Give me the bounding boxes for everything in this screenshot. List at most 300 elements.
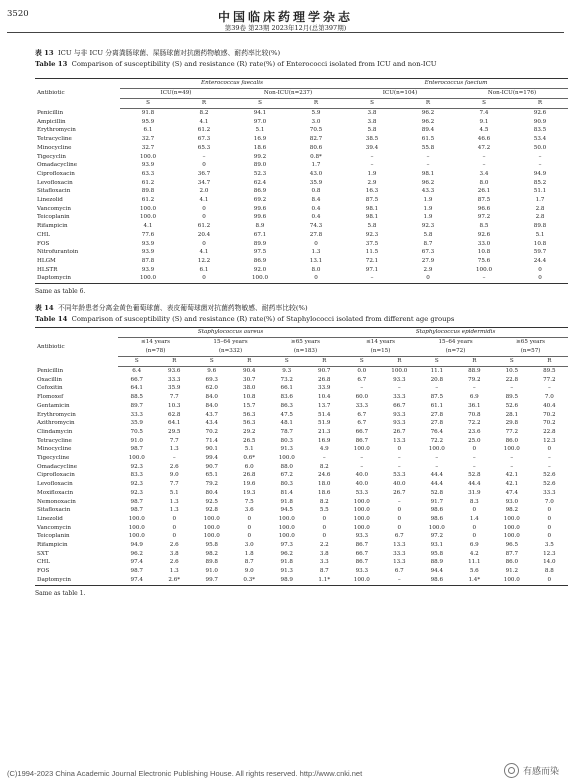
rate-value: 0 — [472, 507, 477, 514]
rate-value: 88.5 — [130, 394, 143, 401]
rate-value: 6.9 — [469, 394, 479, 401]
rate-value: 0 — [538, 266, 542, 273]
rate-value: 61.2 — [141, 179, 155, 186]
rate-value: 19.6 — [243, 481, 256, 488]
rate-value: 87.5 — [477, 197, 491, 204]
rate-value: 89.5 — [543, 368, 556, 374]
table13-sr-header: S — [344, 99, 400, 109]
rate-value: 90.1 — [205, 446, 218, 453]
rate-value: 69.3 — [205, 376, 218, 383]
rate-value: 100.0 — [278, 533, 295, 540]
rate-value: – — [202, 153, 206, 160]
rate-value: 99.6 — [253, 205, 267, 212]
rate-value: 70.8 — [468, 411, 481, 418]
rate-value: 43.3 — [421, 188, 435, 195]
table13-label-cn: 表 13 — [35, 49, 54, 57]
rate-value: 93.9 — [141, 162, 155, 169]
rate-value: 11.1 — [468, 559, 481, 566]
rate-value: 91.8 — [141, 110, 155, 116]
rate-value: 10.5 — [505, 368, 519, 374]
table14-caption-en — [35, 315, 536, 324]
rate-value: 33.3 — [393, 550, 406, 557]
rate-value: 1.9 — [367, 170, 377, 177]
rate-value: 84.0 — [205, 394, 218, 401]
rate-value: 51.9 — [318, 420, 331, 427]
rate-value: 89.8 — [141, 188, 155, 195]
rate-value: 100.0 — [391, 368, 408, 374]
rate-value: 97.1 — [365, 266, 379, 273]
rate-value: 98.6 — [430, 507, 444, 514]
rate-value: 2.6* — [156, 576, 194, 585]
rate-value: – — [482, 162, 486, 169]
rate-value: 87.5 — [365, 197, 379, 204]
rate-value: 8.2 — [319, 498, 329, 505]
table14 — [35, 327, 568, 586]
rate-value: 0 — [397, 515, 402, 522]
rate-value: 82.7 — [309, 136, 323, 143]
table-row — [35, 153, 568, 162]
rate-value: 100.0 — [503, 515, 520, 522]
rate-value: 42.1 — [505, 481, 519, 488]
rate-value: 92.3 — [421, 223, 435, 230]
rate-value: 98.1 — [421, 170, 435, 177]
rate-value: 99.7 — [193, 576, 231, 585]
rate-value: – — [397, 385, 401, 392]
rate-value: 72.1 — [365, 257, 379, 264]
table-row — [35, 205, 568, 214]
rate-value: 73.2 — [280, 376, 293, 383]
rate-value: 96.2 — [280, 550, 293, 557]
rate-value: 0 — [472, 533, 477, 540]
rate-value: 4.1 — [199, 118, 209, 125]
rate-value: 3.8 — [367, 118, 377, 125]
table-row — [35, 463, 568, 472]
rate-value: 15.7 — [243, 402, 256, 409]
table14-n-header: (n=183) — [268, 347, 343, 357]
rate-value: 0.3* — [231, 576, 269, 585]
rate-value: 32.7 — [141, 136, 155, 143]
rate-value: 72.2 — [430, 437, 444, 444]
rate-value: 13.3 — [393, 542, 406, 549]
rate-value: 93.9 — [141, 266, 155, 273]
rate-value: 100.0 — [128, 515, 145, 522]
rate-value: 33.0 — [477, 240, 491, 247]
rate-value: 3.3 — [319, 559, 329, 566]
rate-value: 61.5 — [421, 136, 435, 143]
antibiotic-name: Clindamycin — [37, 428, 73, 435]
rate-value: 5.8 — [367, 223, 377, 230]
antibiotic-name: Vancomycin — [37, 524, 71, 531]
rate-value: 56.3 — [243, 411, 256, 418]
rate-value: 80.3 — [280, 437, 293, 444]
antibiotic-name: HLGM — [37, 257, 56, 264]
rate-value: 100.0 — [203, 533, 220, 540]
rate-value: 1.4 — [469, 515, 479, 522]
table14-sr-header: S — [193, 357, 231, 367]
table-row — [35, 498, 568, 507]
rate-value: 52.6 — [505, 402, 519, 409]
rate-value: 52.8 — [468, 472, 481, 479]
table14-age-header: ≤14 years — [366, 339, 396, 345]
rate-value: 93.3 — [393, 376, 406, 383]
rate-value: 86.0 — [505, 437, 519, 444]
rate-value: 42.1 — [505, 472, 519, 479]
table-row — [35, 274, 568, 283]
rate-value: 92.3 — [130, 489, 143, 496]
table14-age-header: ≥65 years — [291, 339, 320, 345]
rate-value: 0 — [202, 162, 206, 169]
rate-value: 100.0 — [203, 515, 220, 522]
rate-value: 100.0 — [503, 533, 520, 540]
rate-value: 33.3 — [355, 402, 369, 409]
table13-species-header: Enterococcus faecium — [344, 79, 568, 89]
rate-value: 1.4* — [456, 576, 494, 585]
rate-value: – — [370, 162, 374, 169]
rate-value: – — [435, 455, 439, 462]
table-row — [35, 567, 568, 576]
rate-value: 80.6 — [309, 144, 323, 151]
rate-value: 100.0 — [353, 515, 370, 522]
rate-value: 91.8 — [280, 559, 293, 566]
table14-label-cn: 表 14 — [35, 304, 54, 312]
rate-value: 9.3 — [282, 368, 292, 374]
rate-value: 61.2 — [197, 223, 211, 230]
table14-n-header: (n=332) — [193, 347, 268, 357]
rate-value: 0.8 — [311, 188, 321, 195]
table13 — [35, 78, 568, 284]
rate-value: – — [426, 162, 430, 169]
table14-sr-header: R — [381, 357, 419, 367]
table-row — [35, 109, 568, 118]
rate-value: 31.9 — [468, 489, 481, 496]
table13-antibiotic-header: Antibiotic — [35, 79, 120, 109]
rate-value: 6.7 — [394, 533, 404, 540]
table14-sr-header: R — [156, 357, 194, 367]
table14-antibiotic-header: Antibiotic — [35, 328, 118, 367]
rate-value: 1.3 — [169, 446, 179, 453]
antibiotic-name: Rifampicin — [37, 223, 68, 230]
table13-label-en: Table 13 — [35, 60, 68, 68]
rate-value: 92.5 — [205, 498, 218, 505]
rate-value: 0 — [547, 507, 552, 514]
rate-value: 72.2 — [468, 420, 481, 427]
rate-value: 52.6 — [543, 481, 556, 488]
rate-value: 10.8 — [533, 240, 547, 247]
rate-value: 80.3 — [280, 481, 293, 488]
table-row — [35, 558, 568, 567]
table13-group-header: ICU(n=104) — [344, 89, 456, 99]
table14-sr-header: S — [118, 357, 156, 367]
rate-value: 9.6 — [207, 368, 217, 374]
rate-value: 86.9 — [253, 188, 267, 195]
antibiotic-name: Minocycline — [37, 144, 72, 151]
table14-title-en: Comparison of susceptibility (S) and resistance (R) rate(%) of Staphylococci isolated from different age groups — [71, 315, 455, 323]
page-number: 3520 — [7, 9, 29, 19]
rate-value: 93.1 — [430, 542, 444, 549]
rate-value: 13.7 — [318, 402, 331, 409]
rate-value: 44.4 — [430, 472, 444, 479]
table-row — [35, 170, 568, 179]
rate-value: 86.3 — [280, 402, 293, 409]
rate-value: 53.3 — [393, 472, 406, 479]
rate-value: 94.5 — [280, 507, 293, 514]
rate-value: 83.5 — [533, 127, 547, 134]
rate-value: 98.1 — [365, 205, 379, 212]
rate-value: 8.0 — [311, 266, 321, 273]
rate-value: 4.1 — [199, 197, 209, 204]
rate-value: 100.0 — [278, 524, 295, 531]
rate-value: 12.2 — [197, 257, 211, 264]
rate-value: – — [547, 463, 551, 470]
rate-value: 96.2 — [130, 550, 143, 557]
rate-value: 61.2 — [141, 197, 155, 204]
table-row — [35, 489, 568, 498]
rate-value: 5.1 — [244, 446, 254, 453]
table13-group-header: Non-ICU(n=237) — [232, 89, 344, 99]
rate-value: 94.4 — [430, 568, 444, 575]
rate-value: 55.8 — [421, 144, 435, 151]
rate-value: 70.2 — [543, 411, 556, 418]
table-row — [35, 144, 568, 153]
antibiotic-name: Erythromycin — [37, 411, 76, 418]
rate-value: 100.0 — [343, 576, 381, 585]
rate-value: 9.1 — [479, 118, 489, 125]
rate-value: 6.7 — [357, 420, 367, 427]
antibiotic-name: Tigecycline — [37, 455, 70, 462]
rate-value: 100.0 — [203, 524, 220, 531]
antibiotic-name: Teicoplanin — [37, 533, 70, 540]
rate-value: 10.8 — [243, 394, 256, 401]
table-row — [35, 240, 568, 249]
antibiotic-name: Oxacillin — [37, 376, 62, 383]
rate-value: 52.8 — [430, 489, 444, 496]
rate-value: 6.9 — [469, 542, 479, 549]
table14-label-en: Table 14 — [35, 315, 68, 323]
rate-value: 40.0 — [355, 472, 369, 479]
rate-value: 90.7 — [318, 368, 331, 374]
rate-value: 71.4 — [205, 437, 218, 444]
rate-value: 95.9 — [141, 118, 155, 125]
rate-value: 0 — [397, 446, 402, 453]
table14-age-header: 15–64 years — [438, 339, 473, 345]
table14-n-header: (n=15) — [343, 347, 418, 357]
rate-value: 76.4 — [430, 428, 444, 435]
table13-sr-header: S — [120, 99, 176, 109]
rate-value: 93.6 — [168, 368, 181, 374]
table-row — [35, 196, 568, 205]
rate-value: 6.7 — [394, 568, 404, 575]
rate-value: 10.8 — [477, 249, 491, 256]
table14-caption-cn — [35, 304, 536, 313]
table13-species-row — [35, 79, 568, 89]
rate-value: 80.4 — [205, 489, 218, 496]
rate-value: 89.9 — [253, 240, 267, 247]
antibiotic-name: Tetracycline — [37, 136, 72, 143]
rate-value: 66.7 — [355, 550, 369, 557]
table14-sr-header: S — [493, 357, 531, 367]
rate-value: 89.5 — [505, 394, 519, 401]
rate-value: 100.0 — [128, 524, 145, 531]
rate-value: 100.0 — [353, 498, 370, 505]
table14-age-header: 15–64 years — [213, 339, 248, 345]
rate-value: 0 — [172, 515, 177, 522]
table-row — [35, 393, 568, 402]
antibiotic-name: Cefoxitin — [37, 385, 63, 392]
rate-value: 0 — [172, 533, 177, 540]
rate-value: 8.4 — [311, 197, 321, 204]
rate-value: 100.0 — [139, 205, 156, 212]
rate-value: 74.3 — [309, 223, 323, 230]
rate-value: 26.8 — [318, 376, 331, 383]
antibiotic-name: FOS — [37, 240, 50, 247]
rate-value: 96.2 — [421, 110, 435, 116]
rate-value: 97.3 — [280, 542, 293, 549]
table-row — [35, 266, 568, 275]
rate-value: 81.4 — [280, 489, 293, 496]
antibiotic-name: Penicillin — [37, 109, 64, 116]
rate-value: 60.0 — [355, 394, 369, 401]
rate-value: 0.4 — [311, 214, 321, 221]
rate-value: 90.4 — [243, 368, 256, 374]
table-row — [35, 454, 568, 463]
rate-value: 97.4 — [118, 576, 156, 585]
rate-value: 3.8 — [319, 550, 329, 557]
rate-value: 6.7 — [357, 376, 367, 383]
rate-value: 7.4 — [479, 110, 489, 116]
rate-value: 65.3 — [197, 144, 211, 151]
rate-value: 29.2 — [243, 428, 256, 435]
rate-value: 33.3 — [393, 394, 406, 401]
rate-value: – — [322, 455, 326, 462]
rate-value: 36.1 — [468, 402, 481, 409]
rate-value: 62.0 — [205, 385, 218, 392]
brand-name: 有感而染 — [522, 766, 559, 776]
table-row — [35, 222, 568, 231]
rate-value: 0 — [531, 576, 569, 585]
rate-value: 96.2 — [421, 179, 435, 186]
rate-value: 1.3 — [311, 249, 321, 256]
rate-value: 97.4 — [130, 559, 143, 566]
rate-value: 38.5 — [365, 136, 379, 143]
rate-value: 53.4 — [533, 136, 547, 143]
rate-value: 98.2 — [205, 550, 218, 557]
antibiotic-name: Erythromycin — [37, 127, 76, 134]
rate-value: 1.3 — [169, 498, 179, 505]
rate-value: 0 — [547, 524, 552, 531]
rate-value: – — [482, 153, 486, 160]
rate-value: 51.1 — [533, 188, 547, 195]
rate-value: 5.1 — [255, 127, 265, 134]
rate-value: 99.2 — [253, 153, 267, 160]
rate-value: 70.2 — [205, 428, 218, 435]
rate-value: 21.3 — [318, 428, 331, 435]
rate-value: 2.6 — [169, 463, 179, 470]
rate-value: 3.6 — [244, 507, 254, 514]
rate-value: 27.8 — [309, 231, 323, 238]
rate-value: 6.4 — [132, 368, 142, 374]
rate-value: 70.2 — [543, 420, 556, 427]
rate-value: 20.8 — [430, 376, 444, 383]
rate-value: 4.2 — [469, 550, 479, 557]
rate-value: 4.1 — [199, 249, 209, 256]
rate-value: – — [370, 153, 374, 160]
table13-sr-header: R — [288, 99, 344, 109]
table-row — [35, 161, 568, 170]
rate-value: 66.7 — [355, 428, 369, 435]
table14-species-header: Staphylococcus epidermidis — [343, 328, 568, 338]
table13-caption-en — [35, 60, 536, 69]
rate-value: 36.7 — [197, 170, 211, 177]
rate-value: 0 — [397, 524, 402, 531]
antibiotic-name: Teicoplanin — [37, 214, 70, 221]
rate-value: 5.8 — [423, 231, 433, 238]
rate-value: 0.0 — [357, 368, 367, 374]
rate-value: 8.2 — [319, 463, 329, 470]
rate-value: 5.1 — [169, 489, 179, 496]
antibiotic-name: Daptomycin — [35, 576, 118, 585]
rate-value: 95.8 — [430, 550, 444, 557]
rate-value: 40.0 — [393, 481, 406, 488]
rate-value: 0 — [288, 274, 344, 283]
rate-value: 10.4 — [318, 394, 331, 401]
antibiotic-name: Omadacycline — [37, 463, 78, 470]
rate-value: – — [435, 385, 439, 392]
rate-value: 93.0 — [505, 498, 519, 505]
rate-value: 25.0 — [468, 437, 481, 444]
rate-value: 69.2 — [253, 197, 267, 204]
rate-value: – — [547, 455, 551, 462]
rate-value: 5.8 — [367, 127, 377, 134]
rate-value: 51.4 — [318, 411, 331, 418]
antibiotic-name: HLSTR — [37, 266, 58, 273]
rate-value: 66.1 — [280, 385, 293, 392]
antibiotic-name: Levofloxacin — [37, 179, 73, 186]
rate-value: – — [538, 153, 542, 160]
rate-value: 48.1 — [280, 420, 293, 427]
rate-value: 53.3 — [355, 489, 369, 496]
rate-value: 98.2 — [505, 507, 519, 514]
table14-n-header: (n=72) — [418, 347, 493, 357]
rate-value: 89.8 — [533, 223, 547, 230]
rate-value: 64.1 — [168, 420, 181, 427]
rate-value: 0.6* — [243, 455, 256, 462]
rate-value: 27.8 — [430, 420, 444, 427]
rate-value: 0 — [202, 214, 206, 221]
table-row — [35, 524, 568, 533]
rate-value: 27.8 — [430, 411, 444, 418]
table-row — [35, 257, 568, 266]
rate-value: 0 — [472, 524, 477, 531]
antibiotic-name: CHL — [37, 231, 50, 238]
rate-value: – — [344, 274, 400, 283]
brand-logo-icon — [504, 763, 519, 778]
rate-value: 26.1 — [477, 188, 491, 195]
rate-value: 44.4 — [430, 481, 444, 488]
table14-age-header: ≤14 years — [141, 339, 170, 345]
rate-value: 83.3 — [130, 472, 143, 479]
rate-value: 0 — [322, 524, 327, 531]
table13-sr-header: R — [512, 99, 568, 109]
rate-value: 1.9 — [423, 197, 433, 204]
table14-sr-header: R — [531, 357, 569, 367]
antibiotic-name: Daptomycin — [35, 274, 120, 283]
rate-value: 0 — [247, 533, 252, 540]
antibiotic-name: Sitafloxacin — [37, 507, 71, 514]
issue-line: 第39卷 第23期 2023年12月(总第397期) — [224, 24, 347, 32]
rate-value: 3.4 — [479, 170, 489, 177]
antibiotic-name: Nemonoxacin — [37, 498, 76, 505]
rate-value: 0 — [247, 524, 252, 531]
